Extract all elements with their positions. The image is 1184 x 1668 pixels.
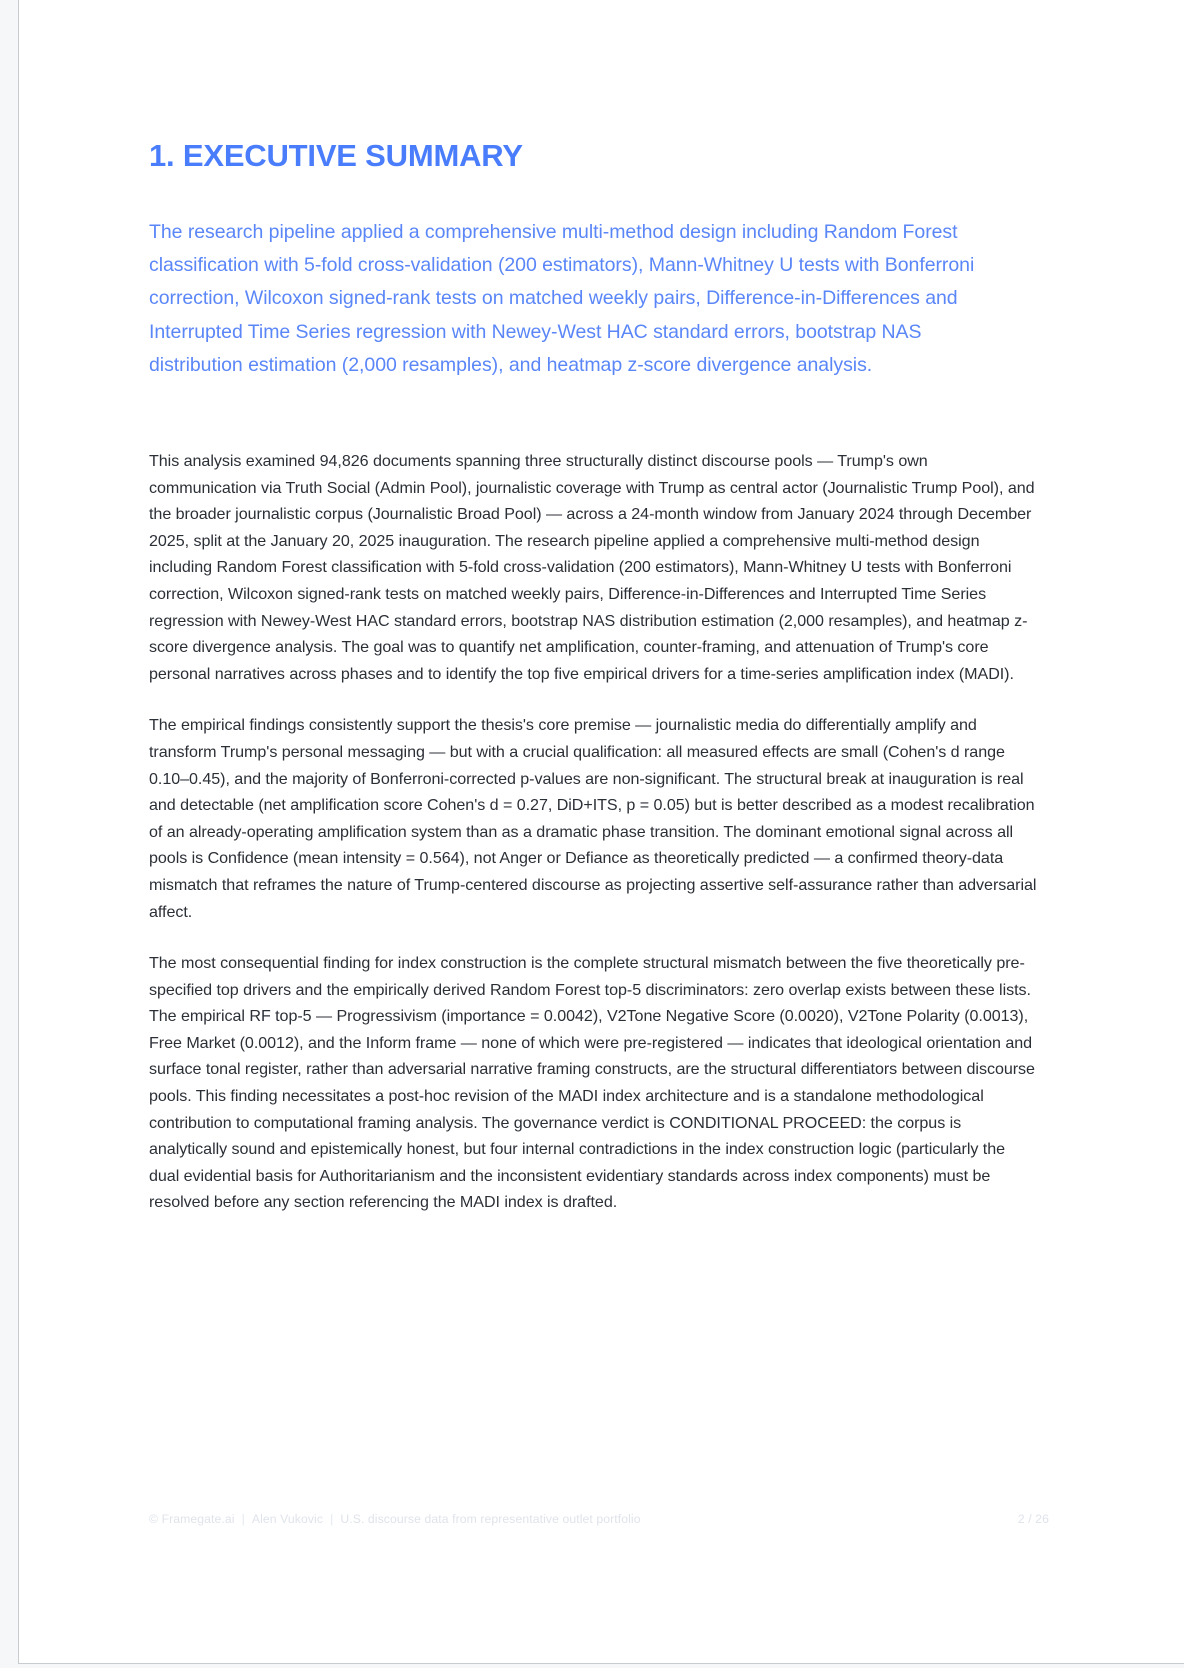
footer-separator-1: |: [241, 1512, 245, 1526]
footer-copyright: © Framegate.ai: [149, 1512, 235, 1526]
footer-attribution: [149, 1512, 641, 1526]
page-content-column: [131, 0, 1049, 1663]
footer-separator-2: |: [330, 1512, 334, 1526]
footer-source-note: U.S. discourse data from representative outlet portfolio: [340, 1512, 641, 1526]
page-number: 2 / 26: [1017, 1512, 1049, 1526]
page-footer: [149, 1512, 1049, 1526]
body-paragraph: This analysis examined 94,826 documents spanning three structurally distinct discourse pools — Trump's own communication via Truth Social (Admin Pool), journalistic coverage with Trump as central actor (Journalistic Trump Pool), and the broader journalistic corpus (Journalistic Broad Pool) — across a 24-month window from January 2024 through December 2025, split at the January 20, 2025 inauguration. The research pipeline applied a comprehensive multi-method design including Random Forest classification with 5-fold cross-validation (200 estimators), Mann-Whitney U tests with Bonferroni correction, Wilcoxon signed-rank tests on matched weekly pairs, Difference-in-Differences and Interrupted Time Series regression with Newey-West HAC standard errors, bootstrap NAS distribution estimation (2,000 resamples), and heatmap z-score divergence analysis. The goal was to quantify net amplification, counter-framing, and attenuation of Trump's core personal narratives across phases and to identify the top five empirical drivers for a time-series amplification index (MADI).: [149, 452, 1035, 683]
body-content: [149, 448, 1037, 1216]
page-title: 1. EXECUTIVE SUMMARY: [149, 138, 523, 173]
lead-paragraph: The research pipeline applied a comprehensive multi-method design including Random Forest classification with 5-fold cross-validation (200 estimators), Mann-Whitney U tests with Bonferroni correction, Wilcoxon signed-rank tests on matched weekly pairs, Difference-in-Differences and Interrupted Time Series regression with Newey-West HAC standard errors, bootstrap NAS distribution estimation (2,000 resamples), and heatmap z-score divergence analysis.: [149, 221, 975, 376]
body-paragraph: The most consequential finding for index construction is the complete structural mismatch between the five theoretically pre-specified top drivers and the empirically derived Random Forest top-5 discriminators: zero overlap exists between these lists. The empirical RF top-5 — Progressivism (importance = 0.0042), V2Tone Negative Score (0.0020), V2Tone Polarity (0.0013), Free Market (0.0012), and the Inform frame — none of which were pre-registered — indicates that ideological orientation and surface tonal register, rather than adversarial narrative framing constructs, are the structural differentiators between discourse pools. This finding necessitates a post-hoc revision of the MADI index architecture and is a standalone methodological contribution to computational framing analysis. The governance verdict is CONDITIONAL PROCEED: the corpus is analytically sound and epistemically honest, but four internal contradictions in the index construction logic (particularly the dual evidential basis for Authoritarianism and the inconsistent evidentiary standards across index components) must be resolved before any section referencing the MADI index is drafted.: [149, 954, 1035, 1212]
footer-author: Alen Vukovic: [251, 1512, 324, 1526]
document-page: [18, 0, 1184, 1664]
body-paragraph: The empirical findings consistently support the thesis's core premise — journalistic media do differentially amplify and transform Trump's personal messaging — but with a crucial qualification: all measured effects are small (Cohen's d range 0.10–0.45), and the majority of Bonferroni-corrected p-values are non-significant. The structural break at inauguration is real and detectable (net amplification score Cohen's d = 0.27, DiD+ITS, p = 0.05) but is better described as a modest recalibration of an already-operating amplification system than as a dramatic phase transition. The dominant emotional signal across all pools is Confidence (mean intensity = 0.564), not Anger or Defiance as theoretically predicted — a confirmed theory-data mismatch that reframes the nature of Trump-centered discourse as projecting assertive self-assurance rather than adversarial affect.: [149, 716, 1037, 921]
